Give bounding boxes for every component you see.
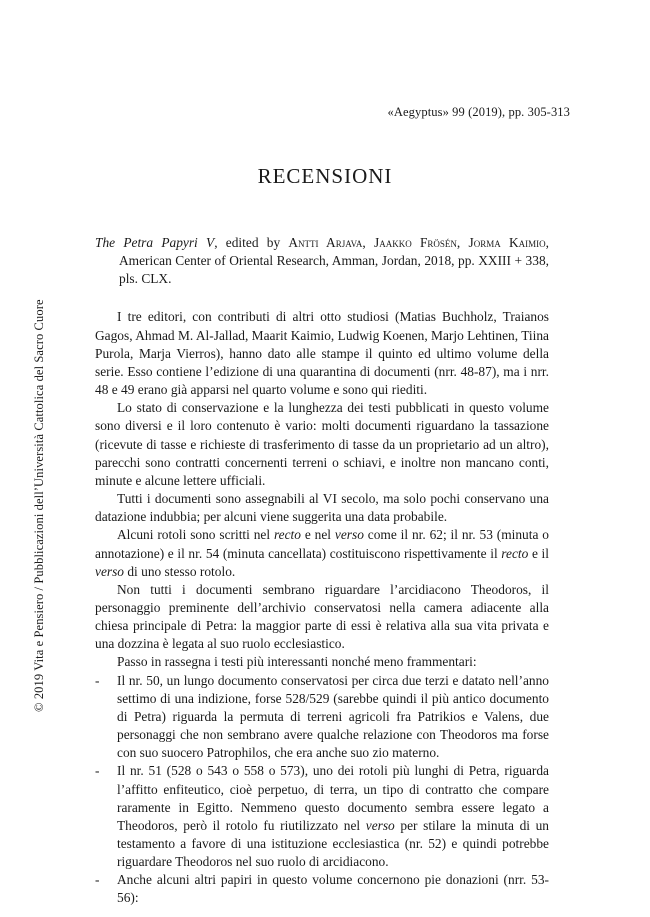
paragraph: Passo in rassegna i testi più interessanti nonché meno frammentari: — [117, 654, 477, 670]
term-verso: verso — [334, 527, 364, 543]
running-head: «Aegyptus» 99 (2019), pp. 305-313 — [387, 105, 570, 119]
term-recto: recto — [273, 527, 301, 543]
list-item: - Il nr. 50, un lungo documento conservatosi per circa due terzi e datato nell’anno settimo di una indizione, forse 528/529 (sarebbe quindi il più antico documento di Petra) riguarda la permuta di terreni agricoli fra Patrikios e Valens, due personaggi che non sembrano avere qualche relazione con Theodoros ma forse con suo suocero Patrophilos, che era anche suo zio materno. — [95, 672, 549, 761]
list-item: - Il nr. 51 (528 o 543 o 558 o 573), uno dei rotoli più lunghi di Petra, riguarda l’affitto enfiteutico, cioè perpetuo, di terra, un tipo di contratto che compare raramente in Egitto. Nemmeno questo documento sembra essere legato a Theodoros, però il rotolo fu riutilizzato nel verso per stilare la minuta di un testamento a favore di una istituzione ecclesiastica (nr. 52) e quindi potrebbe riguardare Theodoros nel suo ruolo di arcidiacono. — [95, 763, 550, 870]
editor-name: Antti Arjava — [288, 235, 363, 250]
editor-name: Jorma Kaimio — [468, 235, 546, 250]
term-verso: verso — [365, 817, 395, 833]
paragraph: Lo stato di conservazione e la lunghezza dei testi pubblicati in questo volume sono diversi e il loro contenuto è vario: molti documenti riguardano la tassazione (ricevute di tasse e richieste di trasferimento di tasse da un proprietario ad un altro), parecchi sono contratti concernenti terreni o schiavi, e inoltre non mancano conti, minute e alcune lettere ufficiali. — [95, 400, 549, 488]
editor-name: Jaakko Frösén — [374, 235, 457, 250]
review-body — [95, 234, 549, 908]
paragraph: Alcuni rotoli sono scritti nel recto e nel verso come il nr. 62; il nr. 53 (minuta o annotazione) e il nr. 54 (minuta cancellata) costituiscono rispettivamente il recto e il verso di uno stesso rotolo. — [95, 527, 549, 579]
section-title: RECENSIONI — [257, 164, 393, 188]
list-dash: - — [95, 872, 100, 888]
paragraph: Tutti i documenti sono assegnabili al VI secolo, ma solo pochi conservano una datazione indubbia; per alcuni viene suggerita una data probabile. — [95, 491, 549, 525]
citation-publisher: , American Center of Oriental Research, Amman, Jordan, 2018, pp. XXIII + 338, pls. CLX. — [119, 235, 549, 287]
book-citation: The Petra Papyri V, edited by Antti Arjava, Jaakko Frösén, Jorma Kaimio, American Center of Oriental Research, Amman, Jordan, 2018, pp. XXIII + 338, pls. CLX. — [95, 235, 549, 287]
paragraph: I tre editori, con contributi di altri otto studiosi (Matias Buchholz, Traianos Gagos, Ahmad M. Al-Jallad, Maarit Kaimio, Ludwig Koenen, Marjo Lehtinen, Tiina Purola, Marja Vierros), hanno dato alle stampe il quinto ed ultimo volume della serie. Esso contiene l’edizione di una quarantina di documenti (nrr. 48-87), ma i nrr. 48 e 49 erano già apparsi nel quarto volume e sono qui riediti. — [95, 309, 549, 398]
paragraph: Non tutti i documenti sembrano riguardare l’arcidiacono Theodoros, il personaggio preminente dell’archivio conservatosi nella camera adiacente alla chiesa principale di Petra: la maggior parte di essi è relativa alla sua vita privata e una dozzina è legata al suo ruolo ecclesiastico. — [95, 581, 549, 652]
side-copyright: © 2019 Vita e Pensiero / Pubblicazioni dell’Università Cattolica del Sacro Cuore — [32, 299, 46, 712]
book-title: The Petra Papyri V — [95, 235, 215, 250]
term-recto: recto — [501, 545, 529, 561]
list-item: - Anche alcuni altri papiri in questo volume concernono pie donazioni (nrr. 53-56): — [95, 872, 549, 906]
term-verso: verso — [95, 563, 125, 579]
citation-edited-by: , edited by — [214, 235, 289, 250]
list-dash: - — [95, 672, 100, 688]
list-dash: - — [95, 763, 100, 779]
